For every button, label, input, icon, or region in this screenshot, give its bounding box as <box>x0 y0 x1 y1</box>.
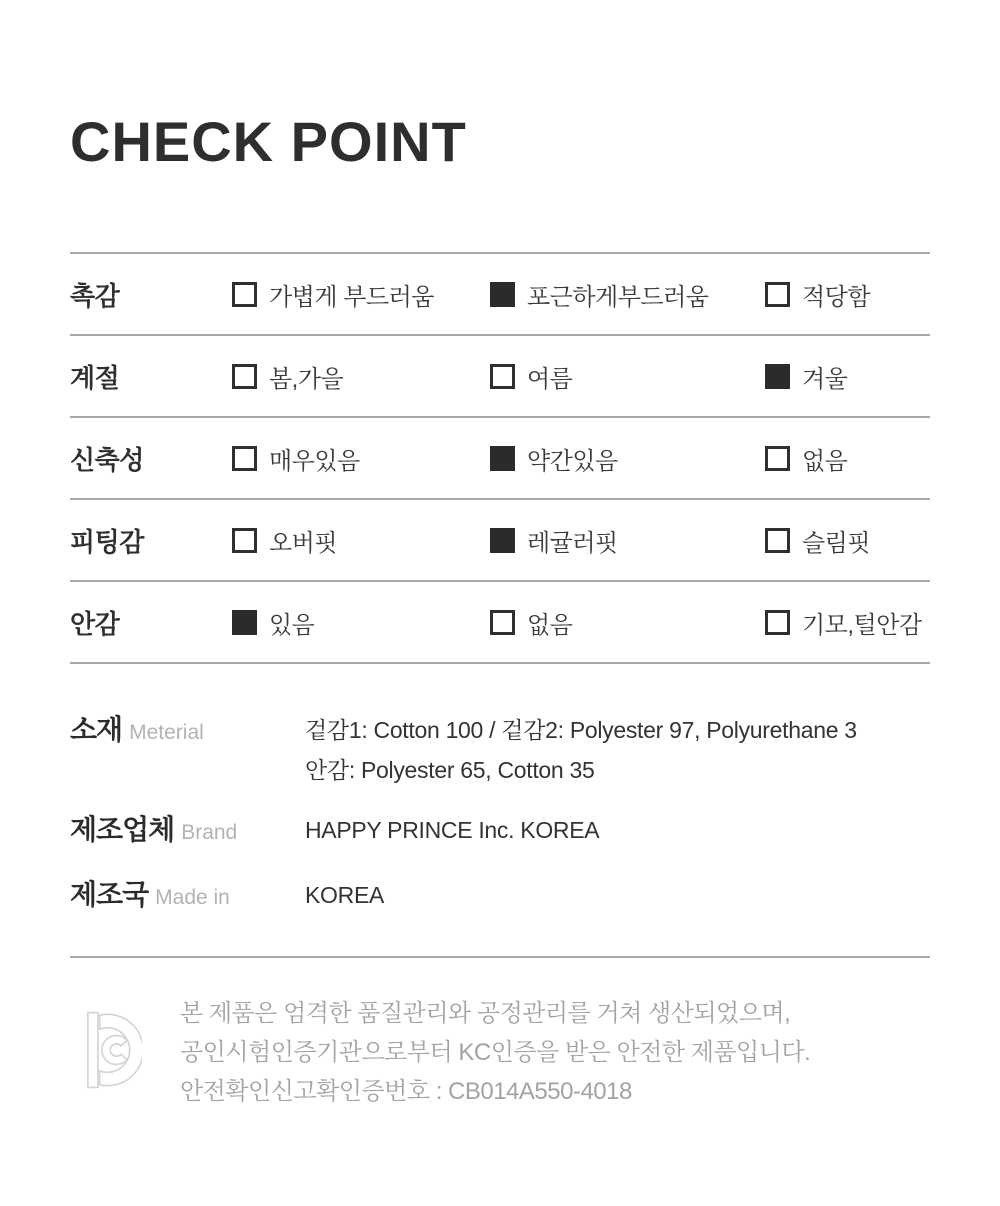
material-label <box>70 710 305 755</box>
option-item <box>232 441 490 476</box>
divider <box>70 956 930 958</box>
option-item <box>490 605 765 640</box>
certification-line-2: 공인시험인증기관으로부터 KC인증을 받은 안전한 제품입니다. <box>180 1039 811 1067</box>
made-in-value: KOREA <box>305 882 385 909</box>
option-item <box>765 605 930 640</box>
checkbox-icon <box>490 282 515 307</box>
option-item <box>232 605 490 640</box>
brand-label-en: Brand <box>181 821 238 845</box>
made-in-label-en: Made in <box>155 886 230 910</box>
page-title: CHECK POINT <box>70 110 467 173</box>
row-label: 피팅감 <box>70 526 144 557</box>
option-item <box>490 523 765 558</box>
option-item <box>765 277 930 312</box>
material-line-2: 안감: Polyester 65, Cotton 35 <box>305 757 595 784</box>
brand-label-ko: 제조업체 <box>70 814 175 846</box>
option-label: 슬림핏 <box>802 529 871 557</box>
certification-line-1: 본 제품은 엄격한 품질관리와 공정관리를 거쳐 생산되었으며, <box>180 1000 791 1028</box>
option-item <box>490 441 765 476</box>
checkbox-icon <box>490 364 515 389</box>
option-item <box>490 359 765 394</box>
made-in-label-ko: 제조국 <box>70 879 149 911</box>
option-label: 약간있음 <box>527 447 618 475</box>
checkbox-icon <box>765 528 790 553</box>
option-label: 포근하게부드러움 <box>527 283 709 311</box>
option-item <box>490 277 765 312</box>
material-label-en: Meterial <box>129 721 204 745</box>
material-label-ko: 소재 <box>70 714 123 746</box>
material-line-1: 겉감1: Cotton 100 / 겉감2: Polyester 97, Polyurethane 3 <box>305 717 857 744</box>
kc-certification-block <box>70 994 930 1111</box>
checkbox-icon <box>765 282 790 307</box>
option-label: 겨울 <box>802 365 848 393</box>
option-item <box>765 441 930 476</box>
option-item <box>765 359 930 394</box>
checkbox-icon <box>232 610 257 635</box>
checkbox-icon <box>490 528 515 553</box>
checkbox-icon <box>232 528 257 553</box>
checkbox-icon <box>232 282 257 307</box>
table-row-season <box>70 334 930 416</box>
table-row-touch <box>70 252 930 334</box>
brand-label <box>70 810 305 855</box>
checkbox-icon <box>765 610 790 635</box>
option-label: 매우있음 <box>269 447 360 475</box>
row-label: 신축성 <box>70 444 144 475</box>
option-item <box>765 523 930 558</box>
checkpoint-table <box>70 252 930 664</box>
checkbox-icon <box>232 446 257 471</box>
table-row-elasticity <box>70 416 930 498</box>
certification-text <box>180 994 810 1111</box>
checkbox-icon <box>232 364 257 389</box>
table-row-fit <box>70 498 930 580</box>
kc-mark-icon <box>84 1008 142 1092</box>
checkbox-icon <box>765 364 790 389</box>
option-label: 봄,가을 <box>269 365 344 393</box>
option-label: 오버핏 <box>269 529 338 557</box>
option-label: 없음 <box>527 611 573 639</box>
checkbox-icon <box>490 610 515 635</box>
material-row <box>70 710 930 790</box>
checkbox-icon <box>490 446 515 471</box>
option-label: 기모,털안감 <box>802 611 922 639</box>
checkbox-icon <box>765 446 790 471</box>
brand-value: HAPPY PRINCE Inc. KOREA <box>305 817 600 844</box>
option-label: 있음 <box>269 611 315 639</box>
certification-line-3: 안전확인신고확인증번호 : CB014A550-4018 <box>180 1078 632 1106</box>
row-label: 촉감 <box>70 280 120 311</box>
row-label: 안감 <box>70 608 120 639</box>
material-value <box>305 710 857 790</box>
brand-row <box>70 810 930 855</box>
product-details <box>70 710 930 920</box>
table-row-lining <box>70 580 930 662</box>
option-label: 적당함 <box>802 283 871 311</box>
row-label: 계절 <box>70 362 120 393</box>
option-item <box>232 359 490 394</box>
option-label: 없음 <box>802 447 848 475</box>
option-label: 레귤러핏 <box>527 529 618 557</box>
option-label: 가볍게 부드러움 <box>269 283 434 311</box>
option-label: 여름 <box>527 365 573 393</box>
made-in-row <box>70 875 930 920</box>
option-item <box>232 523 490 558</box>
option-item <box>232 277 490 312</box>
made-in-label <box>70 875 305 920</box>
